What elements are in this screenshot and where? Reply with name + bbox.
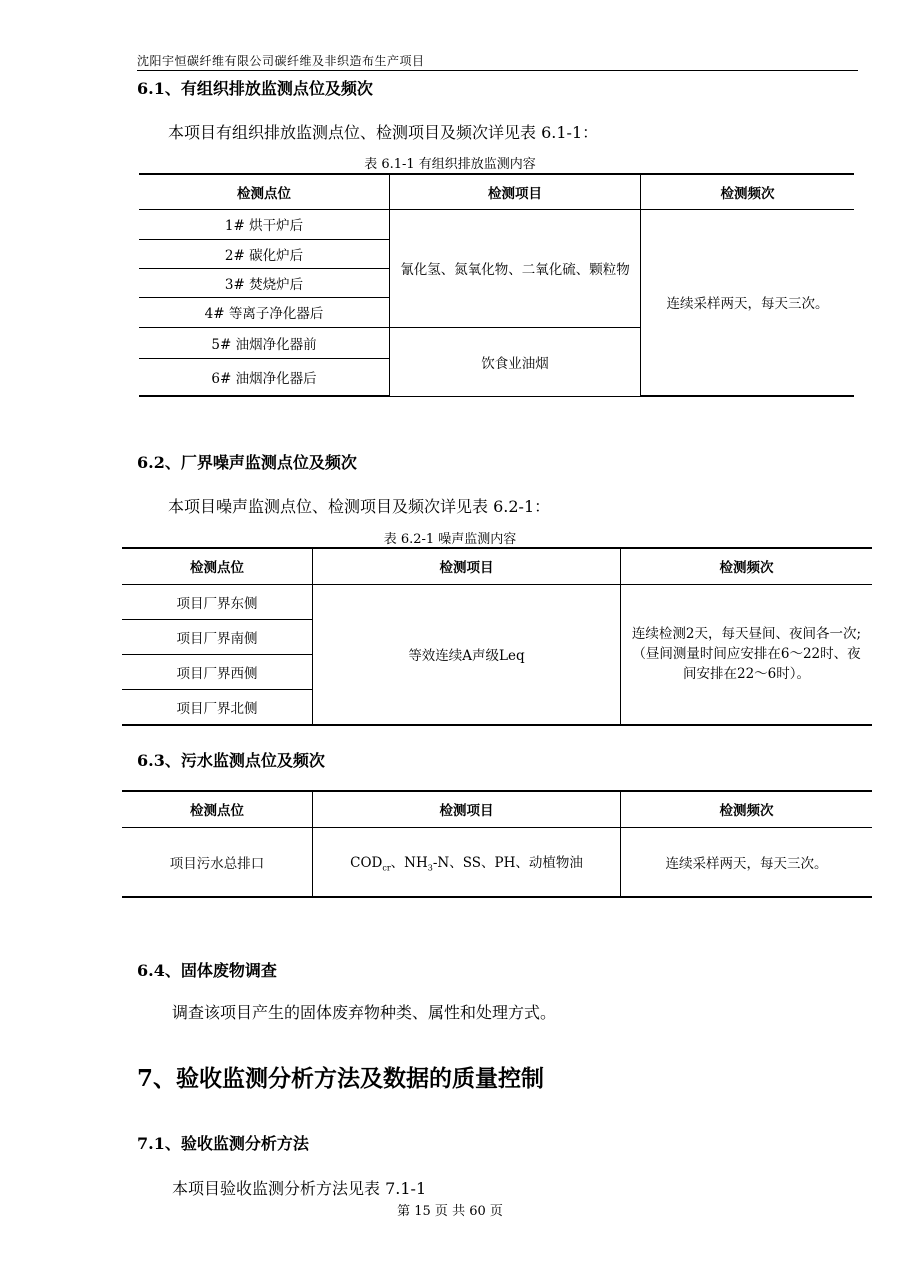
item-cod-subscript: cr xyxy=(382,863,391,873)
table-6-1 xyxy=(139,173,854,397)
table-6-2-caption: 表 6.2-1 噪声监测内容 xyxy=(383,532,517,547)
section-6-1-title: 6.1、有组织排放监测点位及频次 xyxy=(137,79,373,98)
table-6-1-caption: 表 6.1-1 有组织排放监测内容 xyxy=(364,157,536,172)
table-cell-frequency: 连续采样两天，每天三次。 xyxy=(621,827,873,897)
page-header: 沈阳宇恒碳纤维有限公司碳纤维及非织造布生产项目 xyxy=(137,54,425,68)
table-cell-point: 项目厂界西侧 xyxy=(122,654,313,689)
table-cell-point: 项目厂界东侧 xyxy=(122,584,313,619)
item-rest: -N、SS、PH、动植物油 xyxy=(432,854,583,871)
item-cod: COD xyxy=(350,854,383,871)
table-header-cell: 检测频次 xyxy=(621,548,873,584)
table-cell-point: 项目厂界南侧 xyxy=(122,619,313,654)
section-7-1-title: 7.1、验收监测分析方法 xyxy=(137,1134,309,1153)
table-cell-point: 4# 等离子净化器后 xyxy=(139,297,390,327)
table-header-cell: 检测频次 xyxy=(641,174,855,209)
table-cell-point: 6# 油烟净化器后 xyxy=(139,358,390,396)
table-cell-point: 2# 碳化炉后 xyxy=(139,239,390,268)
table-header-cell: 检测项目 xyxy=(313,548,621,584)
section-6-2-title: 6.2、厂界噪声监测点位及频次 xyxy=(137,453,357,472)
table-cell-items: 饮食业油烟 xyxy=(390,327,641,396)
table-cell-frequency: 连续采样两天，每天三次。 xyxy=(641,209,855,396)
item-nh-subscript: 3 xyxy=(427,863,433,873)
table-cell-point: 项目厂界北侧 xyxy=(122,689,313,725)
table-cell-point: 5# 油烟净化器前 xyxy=(139,327,390,358)
table-header-cell: 检测点位 xyxy=(122,791,313,827)
section-6-3-title: 6.3、污水监测点位及频次 xyxy=(137,751,325,770)
table-header-cell: 检测项目 xyxy=(313,791,621,827)
table-header-cell: 检测项目 xyxy=(390,174,641,209)
table-header-cell: 检测点位 xyxy=(122,548,313,584)
table-cell-items xyxy=(313,827,621,897)
section-6-1-intro: 本项目有组织排放监测点位、检测项目及频次详见表 6.1-1： xyxy=(168,123,599,142)
header-divider xyxy=(137,70,858,71)
table-header-cell: 检测频次 xyxy=(621,791,873,827)
chapter-7-title: 7、验收监测分析方法及数据的质量控制 xyxy=(137,1065,545,1092)
table-cell-items: 氰化氢、氮氧化物、二氧化硫、颗粒物 xyxy=(390,209,641,327)
item-nh: 、NH xyxy=(390,854,428,871)
section-6-4-title: 6.4、固体废物调查 xyxy=(137,961,277,980)
page-footer: 第 15 页 共 60 页 xyxy=(397,1204,503,1219)
table-cell-point: 1# 烘干炉后 xyxy=(139,209,390,239)
table-6-3 xyxy=(122,790,872,898)
table-cell-point: 3# 焚烧炉后 xyxy=(139,268,390,297)
section-6-2-intro: 本项目噪声监测点位、检测项目及频次详见表 6.2-1： xyxy=(168,497,551,516)
table-cell-frequency: 连续检测2天，每天昼间、夜间各一次;（昼间测量时间应安排在6～22时、夜间安排在22～6时）。 xyxy=(621,584,873,725)
section-6-4-text: 调查该项目产生的固体废弃物种类、属性和处理方式。 xyxy=(172,1003,557,1022)
section-7-1-text: 本项目验收监测分析方法见表 7.1-1 xyxy=(172,1179,427,1198)
table-6-2 xyxy=(122,547,872,726)
table-header-cell: 检测点位 xyxy=(139,174,390,209)
table-cell-point: 项目污水总排口 xyxy=(122,827,313,897)
table-cell-items: 等效连续A声级Leq xyxy=(313,584,621,725)
